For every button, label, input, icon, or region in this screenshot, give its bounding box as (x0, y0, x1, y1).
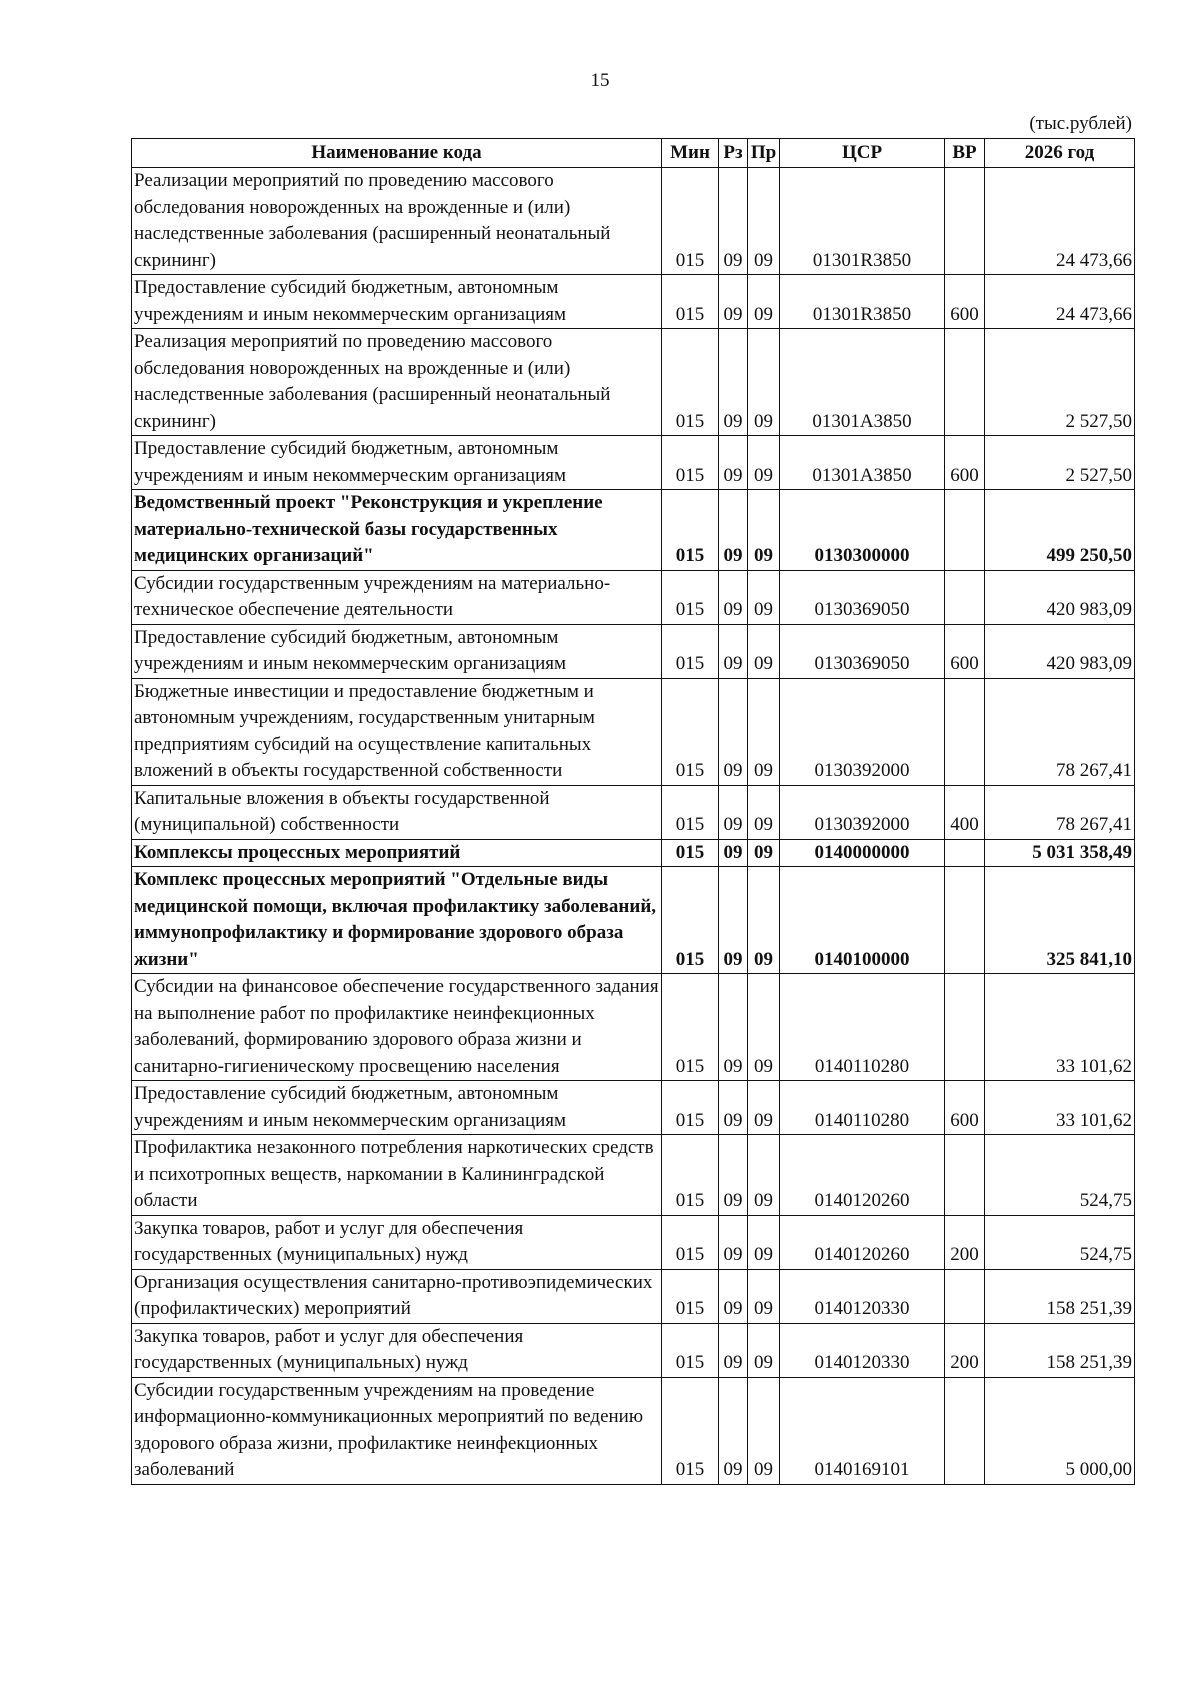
cell-rz: 09 (719, 1081, 748, 1135)
cell-min: 015 (662, 436, 719, 490)
table-row (132, 974, 1135, 1081)
cell-min: 015 (662, 1377, 719, 1484)
cell-pr: 09 (748, 974, 780, 1081)
table-row (132, 490, 1135, 571)
cell-rz: 09 (719, 275, 748, 329)
cell-name: Комплексы процессных мероприятий (132, 839, 662, 867)
cell-min: 015 (662, 490, 719, 571)
cell-name: Профилактика незаконного потребления наркотических средств и психотропных веществ, наркомании в Калининградской области (132, 1135, 662, 1216)
cell-vr (945, 839, 985, 867)
cell-name: Закупка товаров, работ и услуг для обеспечения государственных (муниципальных) нужд (132, 1323, 662, 1377)
table-row (132, 570, 1135, 624)
cell-min: 015 (662, 624, 719, 678)
page-number: 15 (590, 70, 610, 91)
cell-vr: 600 (945, 436, 985, 490)
cell-rz: 09 (719, 624, 748, 678)
cell-name: Субсидии государственным учреждениям на проведение информационно-коммуникационных мероприятий по ведению здорового образа жизни, профилактике неинфекционных заболеваний (132, 1377, 662, 1484)
header-name: Наименование кода (132, 139, 662, 168)
cell-vr: 200 (945, 1215, 985, 1269)
cell-name: Предоставление субсидий бюджетным, автономным учреждениям и иным некоммерческим организациям (132, 624, 662, 678)
header-row (132, 139, 1135, 168)
cell-vr (945, 168, 985, 275)
cell-vr (945, 1269, 985, 1323)
cell-rz: 09 (719, 436, 748, 490)
cell-pr: 09 (748, 867, 780, 974)
table-row (132, 839, 1135, 867)
cell-rz: 09 (719, 839, 748, 867)
cell-pr: 09 (748, 168, 780, 275)
cell-rz: 09 (719, 1135, 748, 1216)
table-row (132, 1215, 1135, 1269)
cell-pr: 09 (748, 839, 780, 867)
cell-min: 015 (662, 839, 719, 867)
cell-vr (945, 974, 985, 1081)
cell-csr: 0130369050 (780, 624, 945, 678)
cell-rz: 09 (719, 785, 748, 839)
cell-csr: 01301А3850 (780, 436, 945, 490)
cell-amount: 499 250,50 (985, 490, 1135, 571)
table-row (132, 1269, 1135, 1323)
cell-csr: 0140169101 (780, 1377, 945, 1484)
cell-rz: 09 (719, 490, 748, 571)
table-row (132, 1135, 1135, 1216)
cell-amount: 2 527,50 (985, 329, 1135, 436)
cell-name: Предоставление субсидий бюджетным, автономным учреждениям и иным некоммерческим организациям (132, 436, 662, 490)
cell-vr: 600 (945, 1081, 985, 1135)
table-row (132, 436, 1135, 490)
cell-csr: 0140120260 (780, 1215, 945, 1269)
cell-vr (945, 1377, 985, 1484)
cell-vr (945, 329, 985, 436)
cell-amount: 2 527,50 (985, 436, 1135, 490)
cell-csr: 01301А3850 (780, 329, 945, 436)
cell-csr: 01301R3850 (780, 168, 945, 275)
table-row (132, 1081, 1135, 1135)
cell-amount: 5 000,00 (985, 1377, 1135, 1484)
cell-min: 015 (662, 275, 719, 329)
cell-csr: 0140110280 (780, 1081, 945, 1135)
header-min: Мин (662, 139, 719, 168)
cell-min: 015 (662, 785, 719, 839)
cell-vr: 600 (945, 275, 985, 329)
cell-pr: 09 (748, 436, 780, 490)
cell-vr (945, 490, 985, 571)
cell-min: 015 (662, 1323, 719, 1377)
cell-pr: 09 (748, 329, 780, 436)
cell-amount: 24 473,66 (985, 275, 1135, 329)
table-row (132, 1377, 1135, 1484)
cell-amount: 24 473,66 (985, 168, 1135, 275)
cell-rz: 09 (719, 974, 748, 1081)
cell-pr: 09 (748, 275, 780, 329)
cell-min: 015 (662, 329, 719, 436)
cell-vr: 600 (945, 624, 985, 678)
table-row (132, 624, 1135, 678)
cell-rz: 09 (719, 678, 748, 785)
cell-min: 015 (662, 1135, 719, 1216)
cell-pr: 09 (748, 1323, 780, 1377)
cell-rz: 09 (719, 570, 748, 624)
cell-csr: 0130392000 (780, 678, 945, 785)
cell-rz: 09 (719, 168, 748, 275)
cell-vr (945, 1135, 985, 1216)
table-body (132, 168, 1135, 1485)
cell-vr (945, 678, 985, 785)
cell-csr: 0140120330 (780, 1323, 945, 1377)
cell-csr: 0140110280 (780, 974, 945, 1081)
cell-amount: 524,75 (985, 1215, 1135, 1269)
cell-csr: 0130369050 (780, 570, 945, 624)
cell-pr: 09 (748, 1377, 780, 1484)
cell-min: 015 (662, 1081, 719, 1135)
cell-min: 015 (662, 678, 719, 785)
cell-amount: 420 983,09 (985, 624, 1135, 678)
cell-amount: 420 983,09 (985, 570, 1135, 624)
cell-name: Капитальные вложения в объекты государственной (муниципальной) собственности (132, 785, 662, 839)
table-row (132, 867, 1135, 974)
cell-min: 015 (662, 1269, 719, 1323)
header-csr: ЦСР (780, 139, 945, 168)
cell-pr: 09 (748, 1081, 780, 1135)
cell-min: 015 (662, 168, 719, 275)
cell-pr: 09 (748, 1215, 780, 1269)
cell-name: Бюджетные инвестиции и предоставление бюджетным и автономным учреждениям, государственным унитарным предприятиям субсидий на осуществление капитальных вложений в объекты государственной собственности (132, 678, 662, 785)
cell-vr: 200 (945, 1323, 985, 1377)
cell-amount: 158 251,39 (985, 1323, 1135, 1377)
cell-pr: 09 (748, 785, 780, 839)
cell-pr: 09 (748, 624, 780, 678)
cell-name: Комплекс процессных мероприятий "Отдельные виды медицинской помощи, включая профилактику заболеваний, иммунопрофилактику и формирование здорового образа жизни" (132, 867, 662, 974)
cell-pr: 09 (748, 678, 780, 785)
cell-csr: 0140100000 (780, 867, 945, 974)
header-year: 2026 год (985, 139, 1135, 168)
cell-name: Ведомственный проект "Реконструкция и укрепление материально-технической базы государственных медицинских организаций" (132, 490, 662, 571)
cell-amount: 78 267,41 (985, 678, 1135, 785)
cell-name: Субсидии на финансовое обеспечение государственного задания на выполнение работ по профилактике неинфекционных заболеваний, формированию здорового образа жизни и санитарно-гигиеническому просвещению населения (132, 974, 662, 1081)
table-row (132, 1323, 1135, 1377)
header-pr: Пр (748, 139, 780, 168)
budget-table (131, 138, 1135, 1485)
table-row (132, 678, 1135, 785)
cell-rz: 09 (719, 1215, 748, 1269)
cell-amount: 158 251,39 (985, 1269, 1135, 1323)
cell-rz: 09 (719, 867, 748, 974)
cell-amount: 5 031 358,49 (985, 839, 1135, 867)
cell-csr: 0140120330 (780, 1269, 945, 1323)
cell-csr: 0130392000 (780, 785, 945, 839)
cell-min: 015 (662, 1215, 719, 1269)
header-vr: ВР (945, 139, 985, 168)
cell-rz: 09 (719, 1377, 748, 1484)
header-rz: Рз (719, 139, 748, 168)
table-row (132, 785, 1135, 839)
cell-pr: 09 (748, 1135, 780, 1216)
cell-pr: 09 (748, 570, 780, 624)
cell-name: Предоставление субсидий бюджетным, автономным учреждениям и иным некоммерческим организациям (132, 275, 662, 329)
cell-name: Предоставление субсидий бюджетным, автономным учреждениям и иным некоммерческим организациям (132, 1081, 662, 1135)
cell-amount: 524,75 (985, 1135, 1135, 1216)
cell-vr (945, 570, 985, 624)
cell-name: Субсидии государственным учреждениям на материально-техническое обеспечение деятельности (132, 570, 662, 624)
cell-name: Организация осуществления санитарно-противоэпидемических (профилактических) мероприятий (132, 1269, 662, 1323)
cell-vr: 400 (945, 785, 985, 839)
cell-name: Закупка товаров, работ и услуг для обеспечения государственных (муниципальных) нужд (132, 1215, 662, 1269)
cell-min: 015 (662, 867, 719, 974)
cell-amount: 325 841,10 (985, 867, 1135, 974)
cell-min: 015 (662, 570, 719, 624)
cell-vr (945, 867, 985, 974)
cell-rz: 09 (719, 1323, 748, 1377)
cell-csr: 0140000000 (780, 839, 945, 867)
cell-amount: 33 101,62 (985, 974, 1135, 1081)
cell-csr: 0130300000 (780, 490, 945, 571)
cell-pr: 09 (748, 490, 780, 571)
cell-rz: 09 (719, 329, 748, 436)
table-row (132, 329, 1135, 436)
cell-amount: 33 101,62 (985, 1081, 1135, 1135)
units-note: (тыс.рублей) (1029, 113, 1132, 134)
cell-pr: 09 (748, 1269, 780, 1323)
cell-csr: 0140120260 (780, 1135, 945, 1216)
table-row (132, 275, 1135, 329)
cell-rz: 09 (719, 1269, 748, 1323)
cell-amount: 78 267,41 (985, 785, 1135, 839)
table-row (132, 168, 1135, 275)
cell-name: Реализации мероприятий по проведению массового обследования новорожденных на врожденные и (или) наследственные заболевания (расширенный неонатальный скрининг) (132, 168, 662, 275)
cell-csr: 01301R3850 (780, 275, 945, 329)
cell-min: 015 (662, 974, 719, 1081)
cell-name: Реализация мероприятий по проведению массового обследования новорожденных на врожденные и (или) наследственные заболевания (расширенный неонатальный скрининг) (132, 329, 662, 436)
